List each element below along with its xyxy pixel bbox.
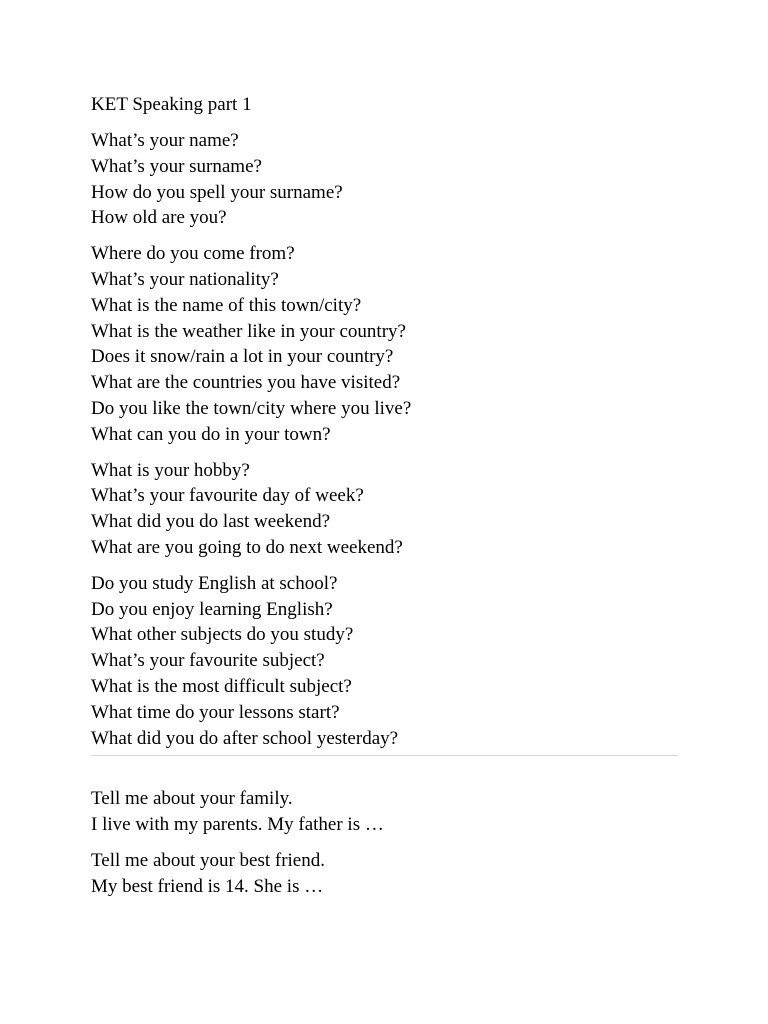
document-page	[91, 92, 678, 910]
question-line: What time do your lessons start?	[91, 701, 340, 723]
question-line: What’s your name?	[91, 130, 239, 151]
question-line: What’s your surname?	[91, 155, 262, 177]
question-line: How do you spell your surname?	[91, 181, 343, 203]
example-answer-line: My best friend is 14. She is …	[91, 875, 324, 897]
prompt-group-family	[91, 786, 678, 838]
question-line: What is the most difficult subject?	[91, 675, 352, 697]
question-line: What is your hobby?	[91, 459, 250, 481]
question-line: What are the countries you have visited?	[91, 372, 401, 394]
document-title: KET Speaking part 1	[91, 94, 252, 115]
question-line: What is the weather like in your country?	[91, 320, 406, 342]
question-line: What did you do after school yesterday?	[91, 727, 399, 749]
question-line: Do you study English at school?	[91, 572, 338, 594]
question-line: What did you do last weekend?	[91, 511, 331, 533]
prompt-line: Tell me about your best friend.	[91, 849, 325, 871]
question-group-school	[91, 571, 678, 752]
question-line: What’s your favourite subject?	[91, 650, 325, 672]
question-line: How old are you?	[91, 207, 227, 229]
question-line: What other subjects do you study?	[91, 624, 354, 646]
question-line: What’s your favourite day of week?	[91, 485, 364, 507]
question-line: What’s your nationality?	[91, 268, 279, 290]
question-line: What can you do in your town?	[91, 423, 331, 445]
section-divider	[91, 755, 678, 756]
question-line: Do you like the town/city where you live?	[91, 397, 412, 419]
prompt-line: Tell me about your family.	[91, 788, 293, 810]
example-answer-line: I live with my parents. My father is …	[91, 814, 384, 836]
question-line: What is the name of this town/city?	[91, 294, 362, 316]
question-line: What are you going to do next weekend?	[91, 536, 403, 558]
question-group-free-time	[91, 458, 678, 561]
question-group-place	[91, 241, 678, 447]
question-group-personal	[91, 128, 678, 231]
question-line: Do you enjoy learning English?	[91, 598, 333, 620]
prompt-group-best-friend	[91, 848, 678, 900]
question-line: Where do you come from?	[91, 243, 295, 265]
question-line: Does it snow/rain a lot in your country?	[91, 346, 394, 368]
